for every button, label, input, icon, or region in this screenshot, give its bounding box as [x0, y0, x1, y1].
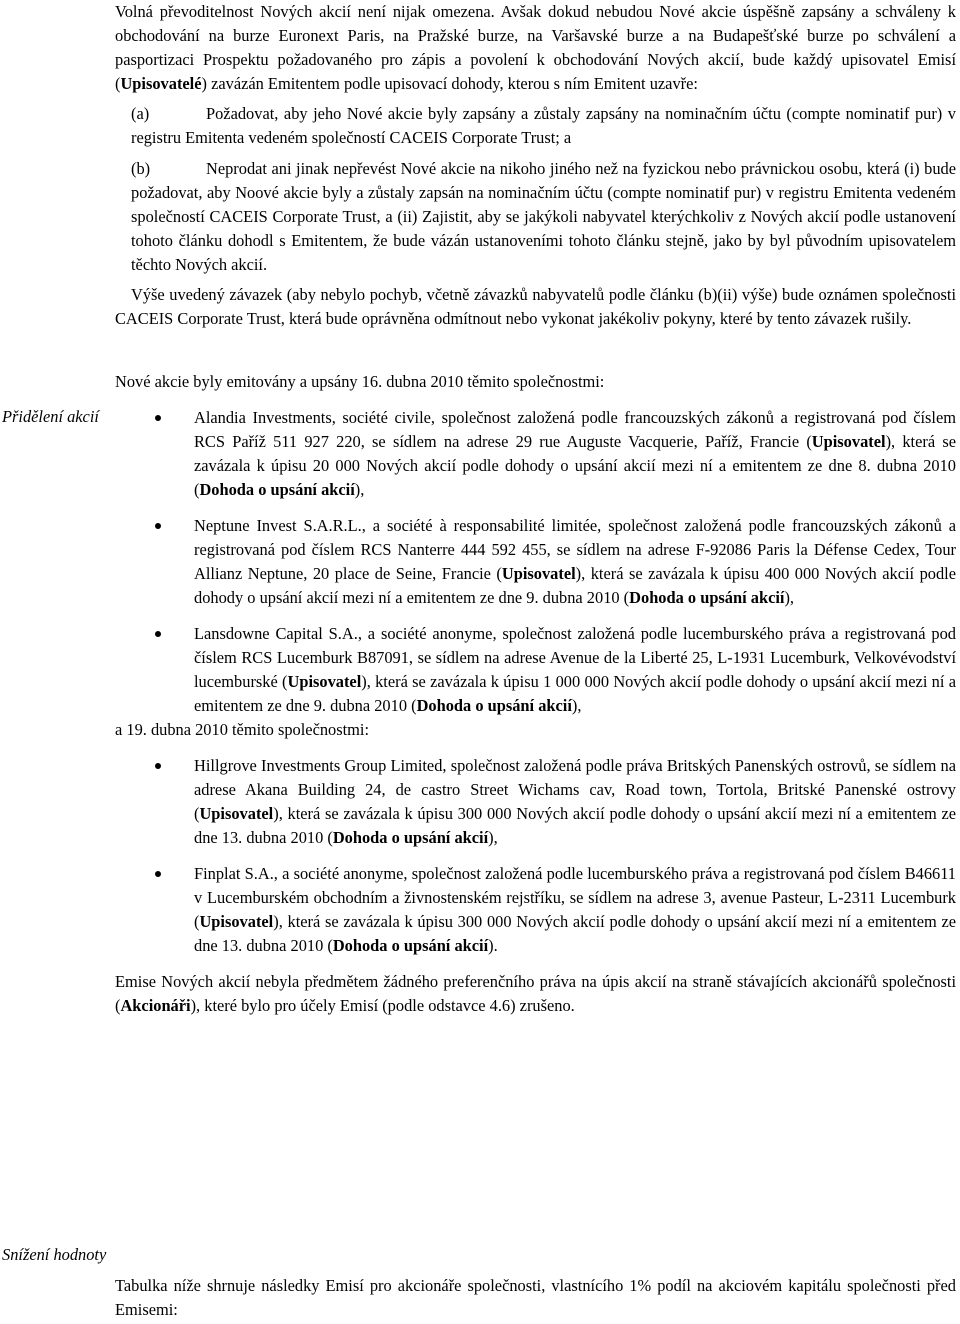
subscribers-19-list [115, 754, 956, 958]
bullet-icon [155, 871, 161, 877]
term-upisovatele: Upisovatelé [120, 74, 202, 93]
clause-a-text: Požadovat, aby jeho Nové akcie byly zapsány a zůstaly zapsány na nominačním účtu (compte nominatif pur) v registru Emitenta vedeném společností CACEIS Corporate Trust; a [131, 104, 956, 147]
list-item: Neptune Invest S.A.R.L., a société à responsabilité limitée, společnost založená podle francouzských zákonů a registrovaná pod číslem RCS Nanterre 444 592 455, se sídlem na adrese F-92086 Paris la Défense Cedex, Tour Allianz Neptune, 20 place de Seine, Francie (Upisovatel), která se zavázala k úpisu 400 000 Nových akcií podle dohody o upsání akcií mezi ní a emitentem ze dne 9. dubna 2010 (Dohoda o upsání akcií), [115, 514, 956, 610]
list-item: Lansdowne Capital S.A., a société anonyme, společnost založená podle lucemburského práva a registrovaná pod číslem RCS Lucemburk B87091, se sídlem na adrese Avenue de la Liberté 25, L-1931 Lucemburk, Velkovévodství lucemburské (Upisovatel), která se zavázala k úpisu 1 000 000 Nových akcií podle dohody o upsání akcií mezi ní a emitentem ze dne 9. dubna 2010 (Dohoda o upsání akcií), [115, 622, 956, 718]
bullet-icon [155, 631, 161, 637]
bullet-icon [155, 523, 161, 529]
issued-19-april: a 19. dubna 2010 těmito společnostmi: [115, 720, 370, 739]
clause-b-text: Neprodat ani jinak nepřevést Nové akcie na nikoho jiného než na fyzickou nebo právnickou osobu, která (i) bude požadovat, aby Noové akcie byly a zůstaly zapsán na nominačním účtu (compte nominatif pur) v registru Emitenta vedeném společností CACEIS Corporate Trust, a (ii) Zajistit, aby se jakýkoli nabyvatel kterýchkoliv z Nových akcií podle ustanovení tohoto článku dohodl s Emitentem, že bude vázán ustanoveními tohoto článku stejně, jako by byl původním upisovatelem těchto Nových akcií. [131, 159, 956, 274]
bullet-icon [155, 763, 161, 769]
clause-a [115, 102, 956, 150]
clause-a-label: (a) [131, 104, 150, 123]
dilution-section [115, 1274, 956, 1322]
term-akcionari: Akcionáři [120, 996, 191, 1015]
list-item: Alandia Investments, société civile, společnost založená podle francouzských zákonů a registrovaná pod číslem RCS Paříž 511 927 220, se sídlem na adrese 29 rue Auguste Vacquerie, Paříž, Francie (Upisovatel), která se zavázala k úpisu 20 000 Nových akcií podle dohody o upsání akcií mezi ní a emitentem ze dne 8. dubna 2010 (Dohoda o upsání akcií), [115, 406, 956, 502]
subscribers-16-list [115, 406, 956, 718]
issued-16-april: Nové akcie byly emitovány a upsány 16. dubna 2010 těmito společnostmi: [115, 372, 605, 391]
clause-b [115, 157, 956, 277]
obligation-paragraph: Výše uvedený závazek (aby nebylo pochyb, včetně závazků nabyvatelů podle článku (b)(ii) výše) bude oznámen společnosti CACEIS Corporate Trust, která bude oprávněna odmítnout nebo vykonat jakékoliv pokyny, které by tento závazek rušily. [115, 285, 956, 328]
list-item: Hillgrove Investments Group Limited, společnost založená podle práva Britských Panenských ostrovů, se sídlem na adrese Akana Building 24, de castro Street Wichams cav, Road town, Tortola, Britské Panenské ostrovy (Upisovatel), která se zavázala k úpisu 300 000 Nových akcií podle dohody o upsání akcií mezi ní a emitentem ze dne 13. dubna 2010 (Dohoda o upsání akcií), [115, 754, 956, 850]
list-item: Finplat S.A., a société anonyme, společnost založená podle lucemburského práva a registrovaná pod číslem B46611 v Lucemburském obchodním a živnostenském rejstříku, se sídlem na adrese 3, avenue Pasteur, L-2311 Lucemburk (Upisovatel), která se zavázala k úpisu 300 000 Nových akcií podle dohody o upsání akcií mezi ní a emitentem ze dne 13. dubna 2010 (Dohoda o upsání akcií). [115, 862, 956, 958]
bullet-icon [155, 415, 161, 421]
margin-label-dilution: Snížení hodnoty [2, 1245, 107, 1264]
clause-b-label: (b) [131, 159, 151, 178]
margin-label-share-allocation: Přidělení akcií [2, 407, 99, 426]
main-text [115, 0, 956, 1018]
intro-paragraph: Volná převoditelnost Nových akcií není nijak omezena. Avšak dokud nebudou Nové akcie úspěšně zapsány a schváleny k obchodování na burze Euronext Paris, na Pražské burze, na Varšavské burze a na Budapešťské burze po schválení a pasportizaci Prospektu požadovaného pro zápis a povolení k obchodování Nových akcií, bude každý upisovatel Emisí (Upisovatelé) zavázán Emitentem podle upisovací dohody, kterou s ním Emitent uzavře: [115, 2, 956, 93]
preference-paragraph: Emise Nových akcií nebyla předmětem žádného preferenčního práva na úpis akcií na straně stávajících akcionářů společnosti (Akcionáři), které bylo pro účely Emisí (podle odstavce 4.6) zrušeno. [115, 972, 956, 1015]
dilution-paragraph: Tabulka níže shrnuje následky Emisí pro akcionáře společnosti, vlastnícího 1% podíl na akciovém kapitálu společnosti před Emisemi: [115, 1276, 956, 1319]
